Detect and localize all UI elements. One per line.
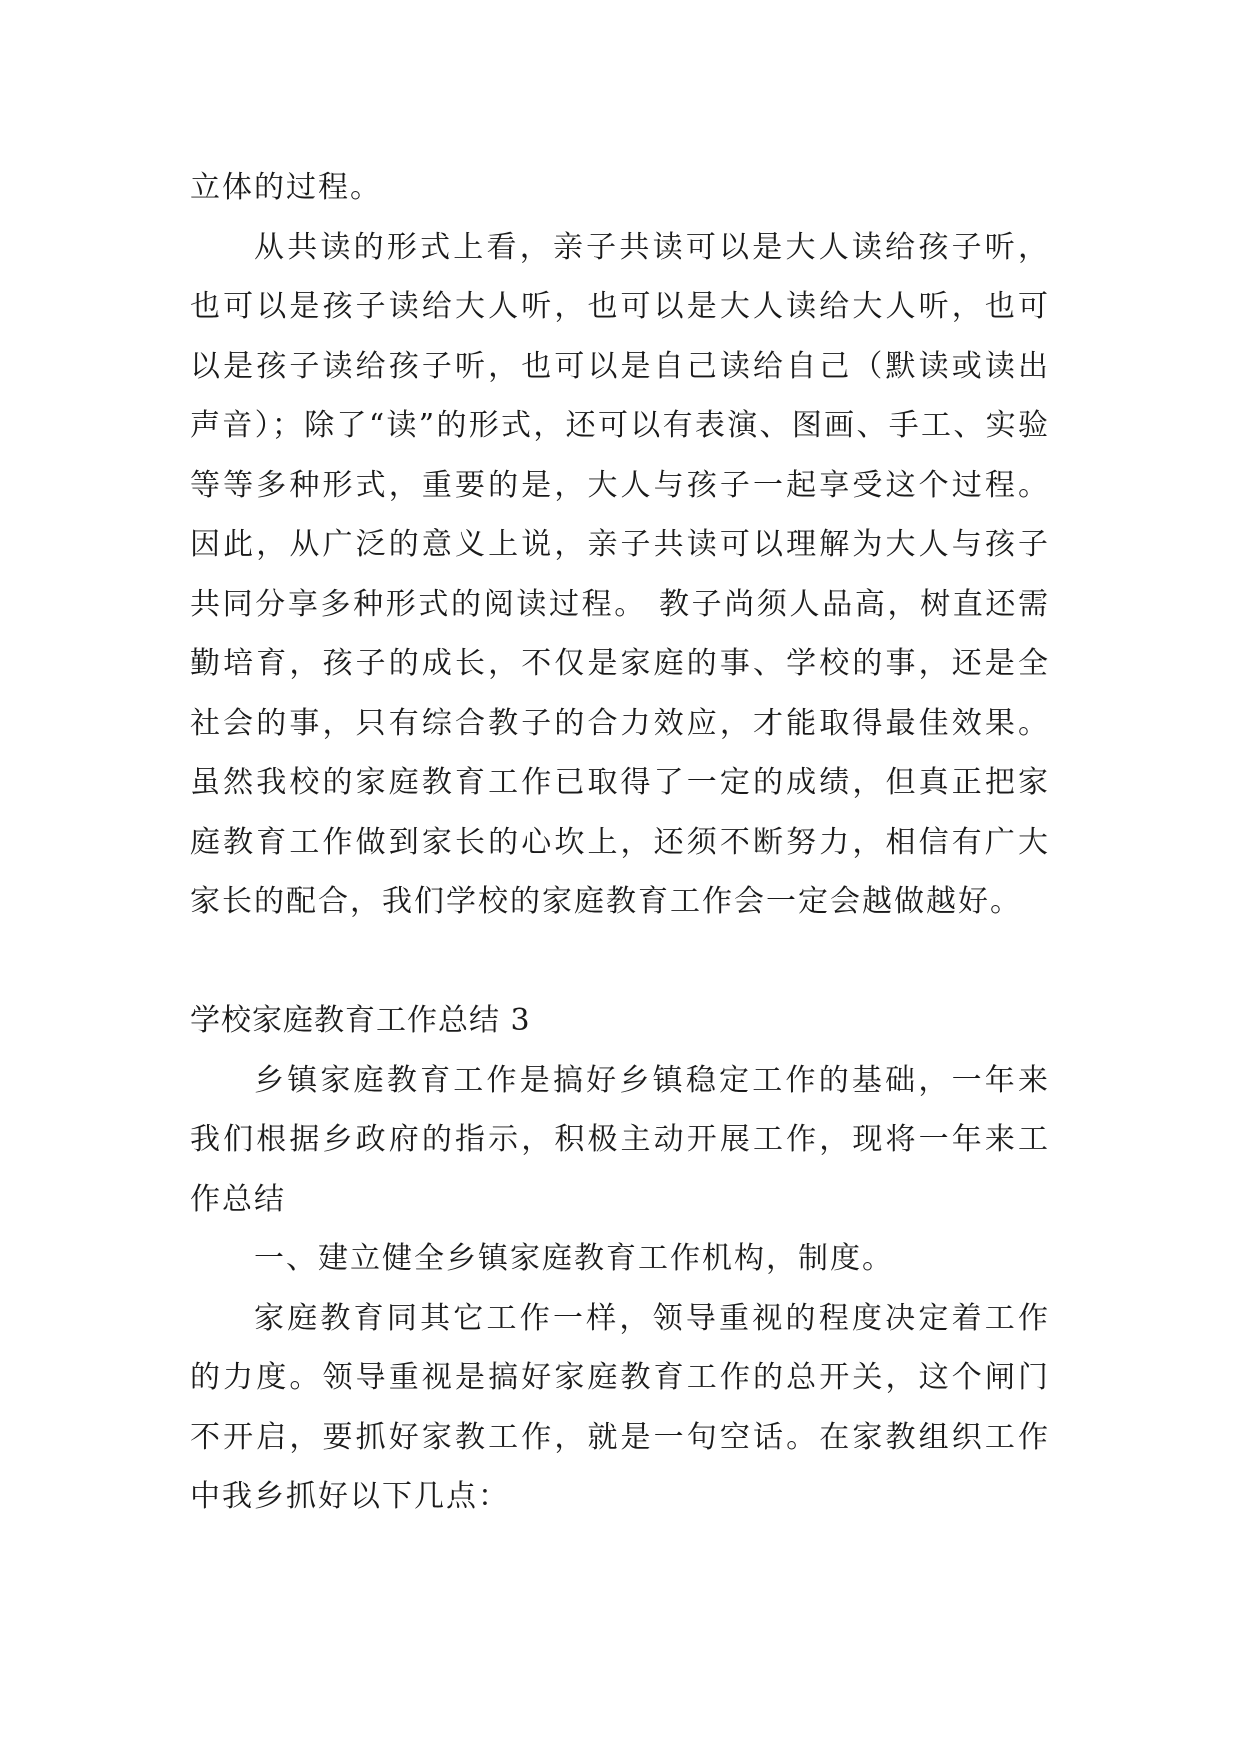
section-point-one: 一、建立健全乡镇家庭教育工作机构，制度。 <box>254 1241 894 1276</box>
document-body <box>190 158 1050 1527</box>
section-title: 学校家庭教育工作总结 3 <box>190 1003 531 1038</box>
paragraph-shared-reading: 从共读的形式上看，亲子共读可以是大人读给孩子听，也可以是孩子读给大人听，也可以是大人读给大人听，也可以是孩子读给孩子听，也可以是自己读给自己（默读或读出声音）；除了“读”的形式，还可以有表演、图画、手工、实验等等多种形式，重要的是，大人与孩子一起享受这个过程。 因此，从广泛的意义上说，亲子共读可以理解为大人与孩子共同分享多种形式的阅读过程。 教子尚须人品高，树直还需勤培育，孩子的成长，不仅是家庭的事、学校的事，还是全社会的事，只有综合教子的合力效应，才能取得最佳效果。虽然我校的家庭教育工作已取得了一定的成绩，但真正把家庭教育工作做到家长的心坎上，还须不断努力，相信有广大家长的配合，我们学校的家庭教育工作会一定会越做越好。 <box>190 229 1050 919</box>
paragraph-continuation: 立体的过程。 <box>190 170 382 205</box>
section-point-one-body: 家庭教育同其它工作一样，领导重视的程度决定着工作的力度。领导重视是搞好家庭教育工作的总开关，这个闸门不开启，要抓好家教工作，就是一句空话。在家教组织工作中我乡抓好以下几点： <box>190 1300 1050 1514</box>
section-intro-paragraph: 乡镇家庭教育工作是搞好乡镇稳定工作的基础，一年来我们根据乡政府的指示，积极主动开展工作，现将一年来工作总结 <box>190 1062 1050 1217</box>
